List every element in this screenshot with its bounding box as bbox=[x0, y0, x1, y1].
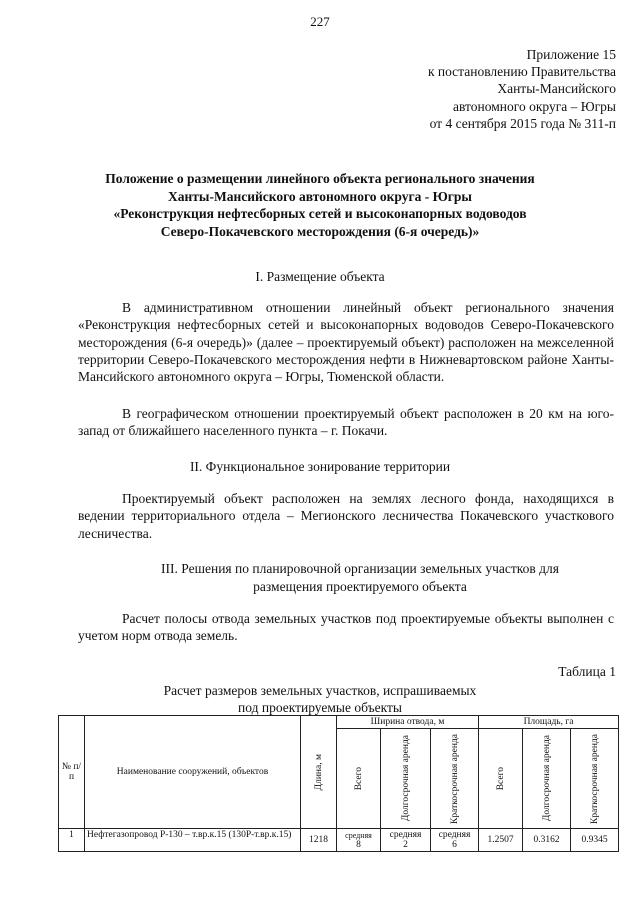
section-1-paragraph-2: В географическом отношении проектируемый объект расположен в 20 км на юго-запад от ближайшего населенного пункта – г. Покачи. bbox=[78, 406, 614, 439]
header-text: Долгосрочная аренда bbox=[541, 735, 552, 822]
header-width-long-term bbox=[381, 729, 431, 829]
section-3-heading bbox=[40, 560, 640, 595]
table-row bbox=[59, 829, 619, 852]
header-area-group: Площадь, га bbox=[479, 716, 619, 729]
section-heading-text: I. Размещение объекта bbox=[255, 269, 385, 284]
header-text: Долгосрочная аренда bbox=[400, 735, 411, 822]
header-width-short-term bbox=[431, 729, 479, 829]
cell-length: 1218 bbox=[301, 829, 337, 852]
header-num: № п/п bbox=[59, 716, 85, 829]
title-line: Северо-Покачевского месторождения (6-я очередь)» bbox=[160, 223, 480, 239]
appendix-line: Приложение 15 bbox=[526, 47, 616, 62]
cell-value: 8 bbox=[356, 839, 361, 850]
section-heading-text: II. Функциональное зонирование территории bbox=[189, 459, 451, 474]
header-name: Наименование сооружений, объектов bbox=[85, 716, 301, 829]
table-caption bbox=[0, 682, 640, 716]
header-length bbox=[301, 716, 337, 829]
section-1-paragraph-1: В административном отношении линейный объект регионального значения «Реконструкция нефтесборных сетей и высоконапорных водоводов Северо-Покачевского месторождения (6-я очередь)» (далее – проектируемый объект) расположен на межселенной территории Северо-Покачевского месторождения нефти в Нижневартовском районе Ханты-Мансийского автономного округа – Югры, Тюменской области. bbox=[78, 300, 614, 385]
cell-area-short-term: 0.9345 bbox=[571, 829, 619, 852]
title-line: Положение о размещении линейного объекта регионального значения bbox=[105, 171, 535, 186]
appendix-line: от 4 сентября 2015 года № 311-п bbox=[429, 115, 616, 131]
cell-num: 1 bbox=[59, 829, 85, 852]
cell-area-total: 1.2507 bbox=[479, 829, 523, 852]
title-line: «Реконструкция нефтесборных сетей и высоконапорных водоводов bbox=[113, 206, 527, 222]
cell-width-total bbox=[337, 829, 381, 852]
cell-width-short-term bbox=[431, 829, 479, 852]
section-heading-line: III. Решения по планировочной организации земельных участков для bbox=[161, 561, 559, 576]
header-text: Всего bbox=[353, 766, 364, 791]
section-3-paragraph-1: Расчет полосы отвода земельных участков под проектируемые объекты выполнен с учетом норм отвода земель. bbox=[78, 611, 614, 644]
land-plots-table bbox=[58, 715, 619, 852]
cell-value: 2 bbox=[403, 840, 408, 850]
table-caption-line: под проектируемые объекты bbox=[238, 700, 402, 715]
header-text: Всего bbox=[495, 766, 506, 791]
cell-value: 6 bbox=[452, 840, 457, 850]
section-heading-line: размещения проектируемого объекта bbox=[253, 578, 467, 594]
header-text: Краткосрочная аренда bbox=[589, 733, 600, 824]
header-area-short-term bbox=[571, 729, 619, 829]
cell-width-long-term bbox=[381, 829, 431, 852]
cell-label: средняя bbox=[389, 830, 422, 840]
table-caption-line: Расчет размеров земельных участков, испрашиваемых bbox=[163, 683, 477, 698]
header-area-total bbox=[479, 729, 523, 829]
section-2-heading bbox=[0, 458, 640, 476]
header-width-group: Ширина отвода, м bbox=[337, 716, 479, 729]
header-width-total bbox=[337, 729, 381, 829]
document-title bbox=[0, 170, 640, 240]
header-text: Краткосрочная аренда bbox=[449, 733, 460, 824]
title-line: Ханты-Мансийского автономного округа - Югры bbox=[168, 188, 472, 204]
header-area-long-term bbox=[523, 729, 571, 829]
appendix-line: автономного округа – Югры bbox=[453, 98, 616, 114]
section-2-paragraph-1: Проектируемый объект расположен на землях лесного фонда, находящихся в ведении территориального отдела – Мегионского лесничества Покачевского участкового лесничества. bbox=[78, 491, 614, 541]
table-label: Таблица 1 bbox=[558, 664, 616, 679]
section-1-heading bbox=[0, 268, 640, 286]
appendix-line: Ханты-Мансийского bbox=[497, 81, 616, 97]
appendix-reference bbox=[428, 46, 616, 132]
cell-area-long-term: 0.3162 bbox=[523, 829, 571, 852]
cell-name: Нефтегазопровод Р-130 – т.вр.к.15 (130Р-т.вр.к.15) bbox=[85, 829, 301, 852]
cell-label: средняя bbox=[345, 830, 372, 840]
header-length-text: Длина, м bbox=[313, 753, 324, 791]
table-header-row bbox=[59, 716, 619, 729]
appendix-line: к постановлению Правительства bbox=[427, 64, 616, 80]
cell-label: средняя bbox=[438, 830, 471, 840]
page-number: 227 bbox=[310, 14, 330, 29]
